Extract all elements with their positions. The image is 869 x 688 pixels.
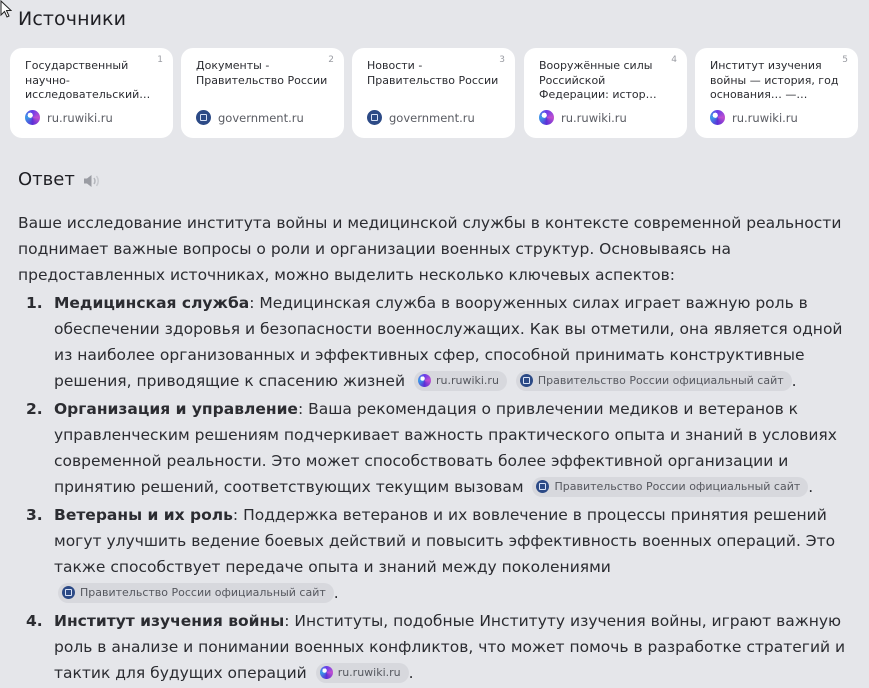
source-number: 5 (842, 55, 848, 65)
list-item-end: . (808, 478, 814, 496)
source-card-1[interactable] (10, 48, 173, 138)
ruwiki-icon (539, 110, 554, 125)
list-item-heading: Ветераны и их роль (54, 506, 233, 524)
source-title: Документы - Правительство России (196, 59, 328, 87)
government-icon (196, 110, 211, 125)
list-item-text: : Ваша рекомендация о привлечении медиков и ветеранов к управленческим решениям подчеркивает важность практического опыта и знаний в условиях современной реальности. Это может способствовать более эффективной организации и принятию решений, соответствующих текущим вызовам (54, 400, 837, 496)
list-item (18, 396, 853, 500)
list-item (18, 608, 853, 686)
source-domain: government.ru (389, 110, 475, 125)
ruwiki-icon (25, 110, 40, 125)
answer-heading: Ответ (18, 169, 75, 190)
source-domain-row (710, 110, 798, 125)
source-domain: government.ru (218, 110, 304, 125)
source-card-2[interactable] (181, 48, 344, 138)
source-card-3[interactable] (352, 48, 515, 138)
source-title: Институт изучения войны — история, год основания… —… (710, 59, 839, 101)
source-domain-row (196, 110, 304, 125)
list-item-text: : Медицинская служба в вооруженных силах играет важную роль в обеспечении здоровья и безопасности военнослужащих. Как вы отметили, она является одной из наиболее организованных и эффективных сфер, способной принимать конструктивные решения, приводящие к спасению жизней (54, 294, 843, 390)
government-icon (62, 586, 75, 599)
list-item-number: 3. (26, 506, 43, 524)
citation-label: ru.ruwiki.ru (337, 665, 401, 679)
list-item-number: 4. (26, 612, 43, 630)
government-icon (367, 110, 382, 125)
source-title: Государственный научно-исследовательский… (25, 59, 151, 101)
ruwiki-icon (710, 110, 725, 125)
source-number: 4 (671, 55, 677, 65)
source-title: Новости - Правительство России (367, 59, 499, 87)
source-domain-row (367, 110, 475, 125)
list-item-end: . (791, 372, 797, 390)
government-icon (536, 480, 549, 493)
sources-list (10, 48, 860, 138)
citation-chip[interactable] (58, 583, 334, 603)
source-title: Вооружённые силы Российской Федерации: истор… (539, 59, 657, 101)
citation-label: Правительство России официальный сайт (537, 373, 784, 387)
list-item-heading: Медицинская служба (54, 294, 250, 312)
citation-label: Правительство России официальный сайт (80, 585, 326, 599)
speaker-icon[interactable] (82, 173, 102, 189)
citation-chip[interactable] (516, 371, 792, 391)
list-item-text: : Институты, подобные Институту изучения войны, играют важную роль в анализе и понимании военных конфликтов, что может помочь в разработке стратегий и тактик для будущих операций (54, 612, 846, 682)
answer-intro: Ваше исследование института войны и медицинской службы в контексте современной реальности поднимает важные вопросы о роли и организации военных структур. Основываясь на предоставленных источниках, можно выделить несколько ключевых аспектов: (18, 214, 842, 284)
ruwiki-icon (418, 374, 431, 387)
list-item-end: . (408, 664, 414, 682)
citation-label: Правительство России официальный сайт (554, 479, 801, 493)
citation-chip[interactable] (414, 371, 507, 391)
list-item-text: : Поддержка ветеранов и их вовлечение в процессы принятия решений могут улучшить ведение боевых действий и повысить эффективность военных операций. Это также способствует передаче опыта и знаний между поколениями (54, 506, 836, 576)
list-item-heading: Институт изучения войны (54, 612, 285, 630)
source-number: 3 (499, 55, 505, 65)
source-card-5[interactable] (695, 48, 858, 138)
list-item-heading: Организация и управление (54, 400, 298, 418)
source-domain-row (25, 110, 113, 125)
citation-chip[interactable] (316, 663, 409, 683)
source-domain-row (539, 110, 627, 125)
source-card-4[interactable] (524, 48, 687, 138)
answer-body (18, 210, 853, 688)
list-item (18, 502, 853, 606)
mouse-cursor-icon (0, 0, 12, 20)
ruwiki-icon (320, 666, 333, 679)
sources-heading: Источники (18, 8, 127, 30)
source-domain: ru.ruwiki.ru (732, 110, 798, 125)
citation-chip[interactable] (532, 477, 808, 497)
list-item-end: . (333, 584, 339, 602)
source-number: 2 (328, 55, 334, 65)
source-domain: ru.ruwiki.ru (47, 110, 113, 125)
answer-list (18, 290, 853, 686)
source-number: 1 (157, 55, 163, 65)
government-icon (520, 374, 533, 387)
list-item (18, 290, 853, 394)
list-item-number: 2. (26, 400, 43, 418)
answer-heading-row (18, 169, 102, 190)
source-domain: ru.ruwiki.ru (561, 110, 627, 125)
list-item-number: 1. (26, 294, 43, 312)
citation-label: ru.ruwiki.ru (435, 373, 499, 387)
